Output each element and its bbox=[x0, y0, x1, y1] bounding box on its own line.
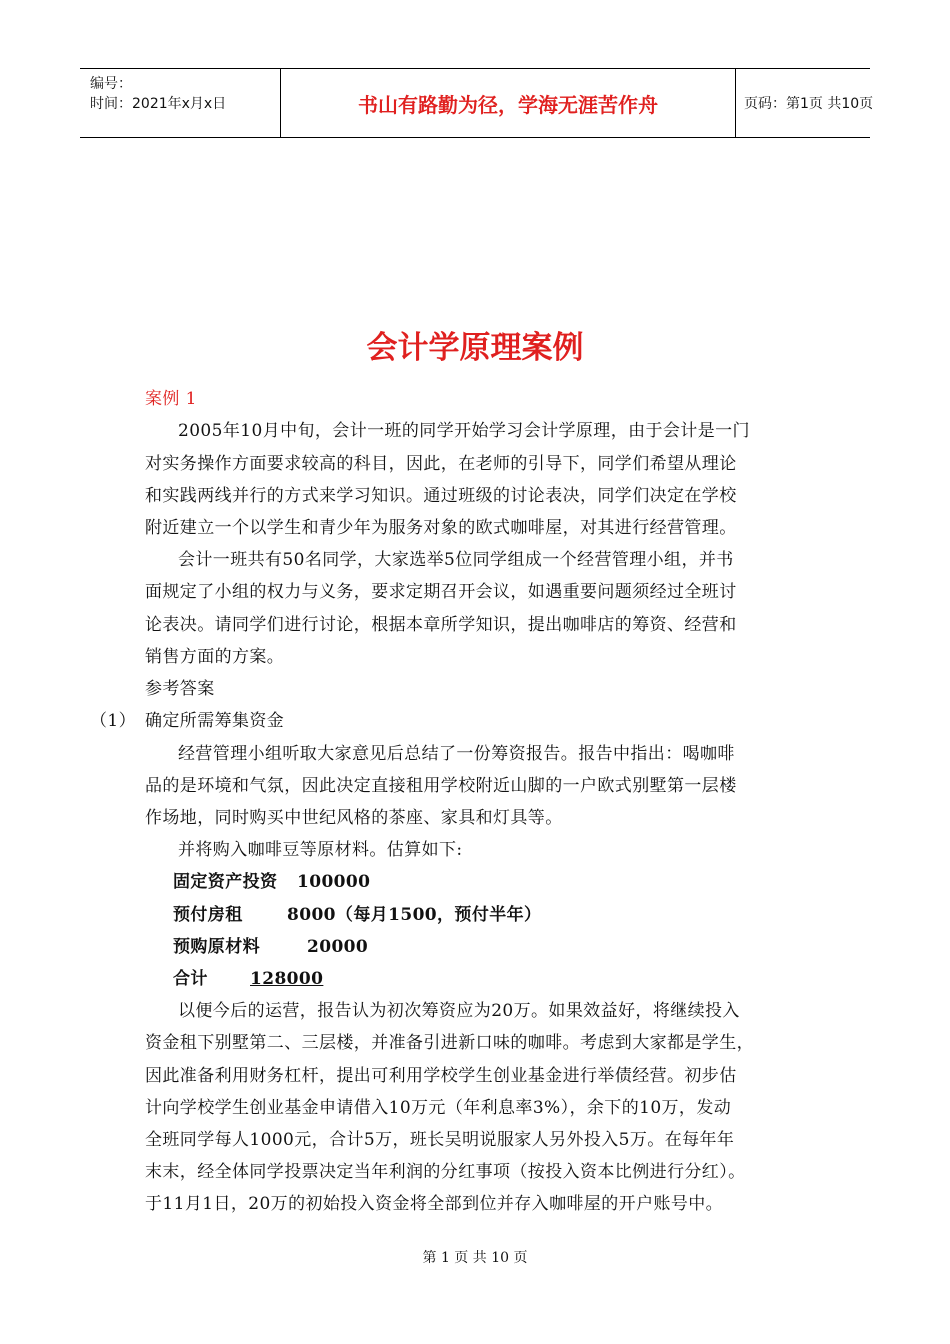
paragraph-line: 论表决。请同学们进行讨论，根据本章所学知识，提出咖啡店的筹资、经营和 bbox=[145, 615, 737, 635]
prepaid-rent-label: 预付房租 bbox=[173, 905, 243, 925]
paragraph-line: 计向学校学生创业基金申请借入10万元（年利息率3%），余下的10万，发动 bbox=[145, 1098, 732, 1118]
number-label: 编号： bbox=[90, 76, 132, 92]
paragraph-line: 资金租下别墅第二、三层楼，并准备引进新口味的咖啡。考虑到大家都是学生， bbox=[145, 1033, 754, 1053]
fixed-assets-value: 100000 bbox=[297, 872, 371, 892]
paragraph-line: 品的是环境和气氛，因此决定直接租用学校附近山脚的一户欧式别墅第一层楼 bbox=[145, 776, 737, 796]
total-value: 128000 bbox=[250, 969, 324, 989]
paragraph-line: 附近建立一个以学生和青少年为服务对象的欧式咖啡屋，对其进行经营管理。 bbox=[145, 518, 737, 538]
document-title: 会计学原理案例 bbox=[366, 330, 584, 366]
paragraph-line: 和实践两线并行的方式来学习知识。通过班级的讨论表决，同学们决定在学校 bbox=[145, 486, 737, 506]
header-motto: 书山有路勤为径，学海无涯苦作舟 bbox=[280, 69, 736, 137]
paragraph-line: 全班同学每人1000元，合计5万，班长吴明说服家人另外投入5万。在每年年 bbox=[145, 1130, 735, 1150]
paragraph-line: 作场地，同时购买中世纪风格的茶座、家具和灯具等。 bbox=[145, 808, 563, 828]
raw-material-value: 20000 bbox=[307, 937, 369, 957]
paragraph-line: 面规定了小组的权力与义务，要求定期召开会议，如遇重要问题须经过全班讨 bbox=[145, 582, 737, 602]
section-title: 确定所需筹集资金 bbox=[145, 711, 285, 731]
header-meta bbox=[80, 69, 280, 137]
total-label: 合计 bbox=[173, 969, 208, 989]
paragraph-line: 以便今后的运营，报告认为初次筹资应为20万。如果效益好，将继续投入 bbox=[178, 1001, 740, 1021]
paragraph-line: 会计一班共有50名同学，大家选举5位同学组成一个经营管理小组，并书 bbox=[178, 550, 734, 570]
prepaid-rent-value: 8000（每月1500，预付半年） bbox=[287, 905, 542, 925]
paragraph-line: 于11月1日，20万的初始投入资金将全部到位并存入咖啡屋的开户账号中。 bbox=[145, 1194, 724, 1214]
section-number: （1） bbox=[90, 711, 137, 731]
header-table bbox=[80, 68, 874, 138]
paragraph-line: 销售方面的方案。 bbox=[145, 647, 285, 667]
paragraph-line: 因此准备利用财务杠杆，提出可利用学校学生创业基金进行举债经营。初步估 bbox=[145, 1066, 737, 1086]
page-footer: 第 1 页 共 10 页 bbox=[422, 1250, 528, 1266]
paragraph-line: 末末，经全体同学投票决定当年利润的分红事项（按投入资本比例进行分红）。 bbox=[145, 1162, 746, 1182]
paragraph-line: 并将购入咖啡豆等原材料。估算如下: bbox=[178, 840, 463, 860]
case-label: 案例 1 bbox=[145, 389, 197, 409]
paragraph-line: 2005年10月中旬，会计一班的同学开始学习会计学原理，由于会计是一门 bbox=[178, 421, 750, 441]
date-label: 时间：2021年x月x日 bbox=[90, 96, 227, 112]
header-page-info: 页码：第1页 共10页 bbox=[744, 96, 874, 112]
paragraph-line: 经营管理小组听取大家意见后总结了一份筹资报告。报告中指出：喝咖啡 bbox=[178, 744, 735, 764]
raw-material-label: 预购原材料 bbox=[173, 937, 260, 957]
fixed-assets-label: 固定资产投资 bbox=[173, 872, 278, 892]
paragraph-line: 对实务操作方面要求较高的科目，因此，在老师的引导下，同学们希望从理论 bbox=[145, 454, 737, 474]
answer-label: 参考答案 bbox=[145, 679, 215, 699]
